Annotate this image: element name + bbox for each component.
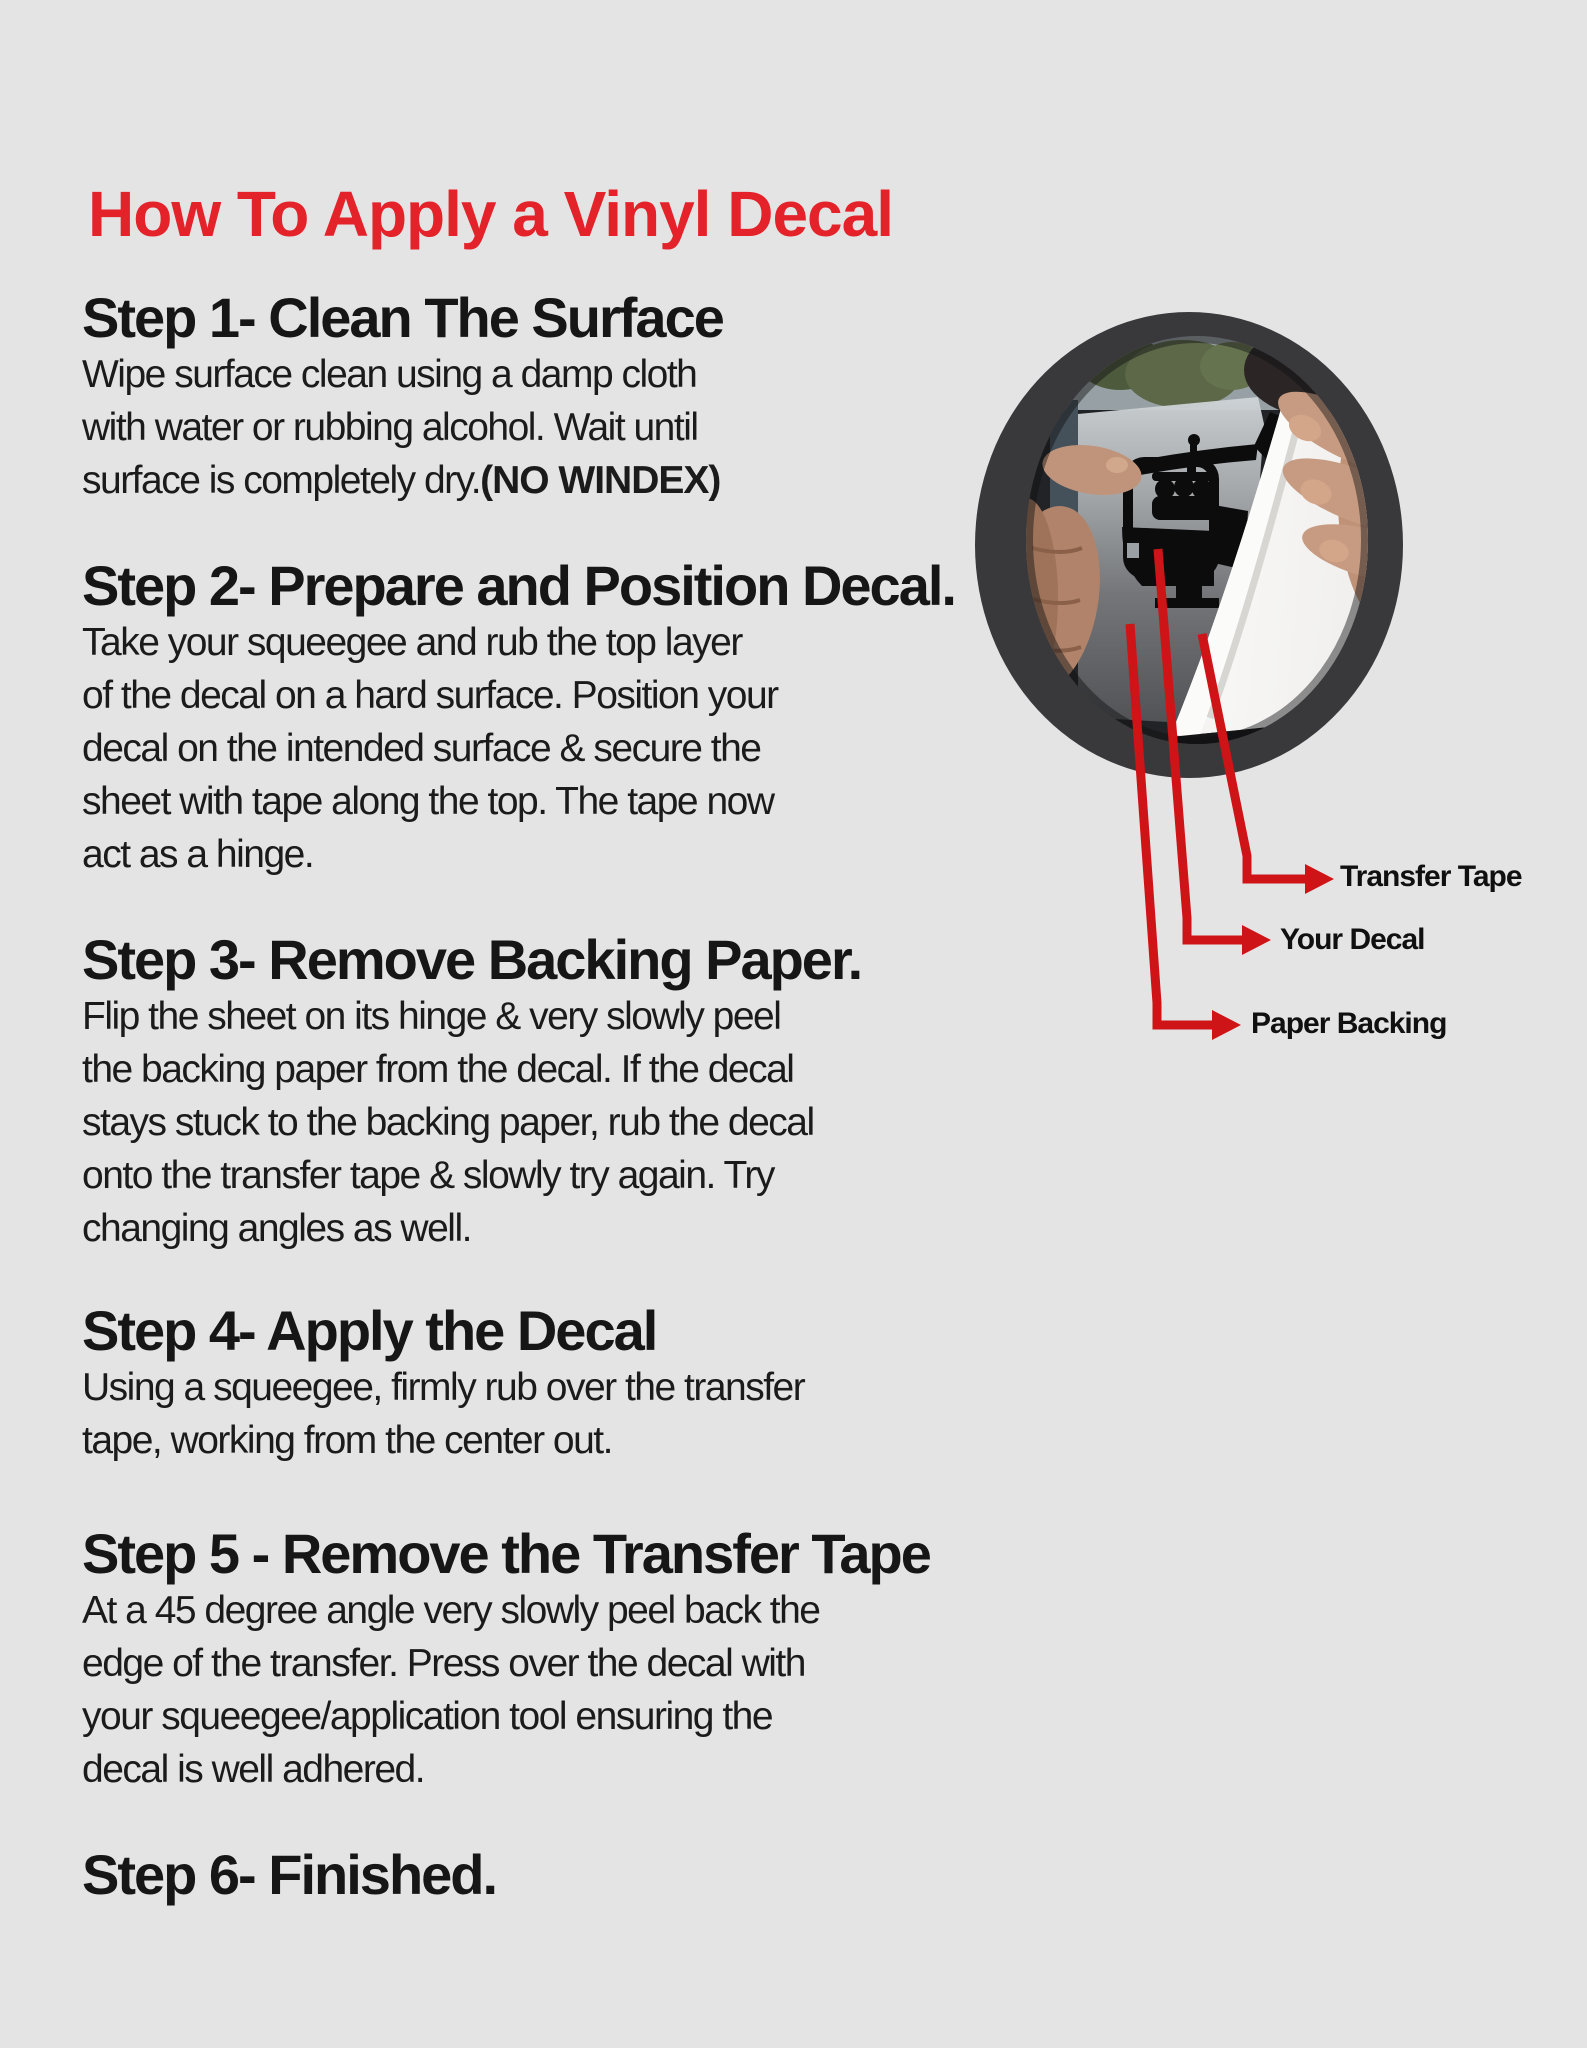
step-line: onto the transfer tape & slowly try again. Try [82,1154,774,1197]
step-line: stays stuck to the backing paper, rub the decal [82,1101,814,1144]
step-line [82,454,723,507]
arrow-icon [1212,1010,1241,1040]
step-4-block [82,1301,804,1467]
page-title: How To Apply a Vinyl Decal [88,177,893,250]
step-line: your squeegee/application tool ensuring the [82,1695,773,1738]
step-1-block [82,288,723,507]
arrow-icon [1242,925,1271,955]
callout-label-transfer-tape: Transfer Tape [1340,860,1522,893]
no-windex-note: (NO WINDEX) [480,459,721,502]
step-line: with water or rubbing alcohol. Wait until [82,406,698,449]
step-heading: Step 6- Finished. [82,1843,497,1906]
step-heading: Step 4- Apply the Decal [82,1299,657,1362]
step-heading: Step 3- Remove Backing Paper. [82,928,862,991]
step-line: Wipe surface clean using a damp cloth [82,353,697,396]
step-line-text: surface is completely dry. [82,459,481,502]
step-line: At a 45 degree angle very slowly peel back the [82,1589,820,1632]
step-3-block [82,930,861,1255]
step-5-block [82,1524,930,1796]
callout-label-your-decal: Your Decal [1280,923,1425,956]
callout-label-paper-backing: Paper Backing [1251,1007,1447,1040]
step-line: Take your squeegee and rub the top layer [82,621,742,664]
step-heading: Step 5 - Remove the Transfer Tape [82,1522,930,1585]
step-line: tape, working from the center out. [82,1419,612,1462]
arrow-icon [1305,864,1334,894]
step-line: Using a squeegee, firmly rub over the transfer [82,1366,805,1409]
step-line: of the decal on a hard surface. Position your [82,674,778,717]
step-line: edge of the transfer. Press over the decal with [82,1642,805,1685]
decal-photo-illustration [930,280,1587,1080]
step-2-block [82,556,955,881]
step-6-block [82,1845,496,1905]
step-line: changing angles as well. [82,1207,471,1250]
step-heading: Step 2- Prepare and Position Decal. [82,554,955,617]
step-line: Flip the sheet on its hinge & very slowly peel [82,995,781,1038]
step-line: decal is well adhered. [82,1748,425,1791]
step-line: decal on the intended surface & secure the [82,727,761,770]
step-heading: Step 1- Clean The Surface [82,286,723,349]
step-line: sheet with tape along the top. The tape now [82,780,774,823]
step-line: the backing paper from the decal. If the decal [82,1048,794,1091]
step-line: act as a hinge. [82,833,314,876]
